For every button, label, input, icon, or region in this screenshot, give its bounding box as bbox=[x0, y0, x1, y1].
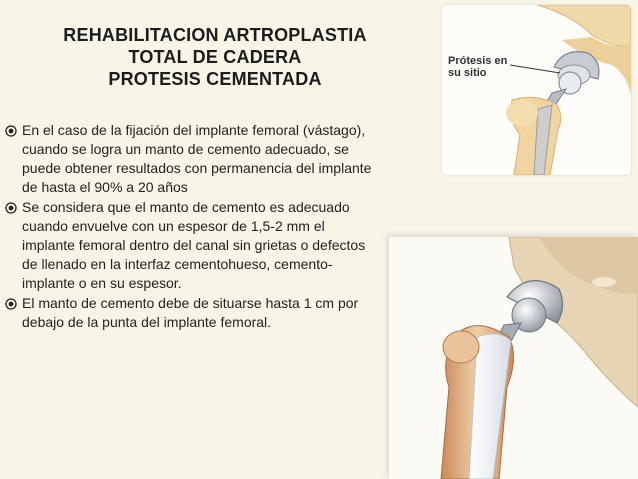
prosthesis-label-line-1: Prótesis en bbox=[448, 55, 508, 67]
title-line-2: TOTAL DE CADERA bbox=[128, 47, 302, 67]
cemented-hip-drawing bbox=[389, 237, 638, 479]
prosthesis-label bbox=[448, 55, 507, 79]
prosthesis-label-line-2: su sitio bbox=[448, 67, 487, 79]
hip-prosthesis-drawing bbox=[442, 5, 631, 175]
bullet-circle-icon bbox=[5, 125, 17, 137]
title-line-1: REHABILITACION ARTROPLASTIA bbox=[63, 25, 367, 45]
prosthesis-illustration bbox=[442, 5, 631, 175]
bullet-item bbox=[4, 121, 374, 197]
bullet-item bbox=[4, 294, 374, 332]
bullet-list bbox=[4, 121, 374, 333]
bullet-text: El manto de cemento debe de situarse hasta 1 cm por debajo de la punta del implante femoral. bbox=[22, 295, 359, 330]
bullet-circle-icon bbox=[5, 202, 17, 214]
title-line-3: PROTESIS CEMENTADA bbox=[108, 69, 322, 89]
bullet-item bbox=[4, 198, 374, 293]
cemented-prosthesis-image bbox=[389, 237, 638, 479]
bullet-text: En el caso de la fijación del implante femoral (vástago), cuando se logra un manto de cemento adecuado, se puede obtener resultados con permanencia del implante de hasta el 90% a 20 años bbox=[22, 122, 372, 195]
bullet-circle-icon bbox=[5, 298, 17, 310]
slide-title bbox=[20, 24, 410, 90]
bullet-text: Se considera que el manto de cemento es adecuado cuando envuelve con un espesor de 1,5-2 mm el implante femoral dentro del canal sin grietas o defectos de llenado en la interfaz cementohueso, cemento-implante o en su espesor. bbox=[22, 199, 366, 291]
